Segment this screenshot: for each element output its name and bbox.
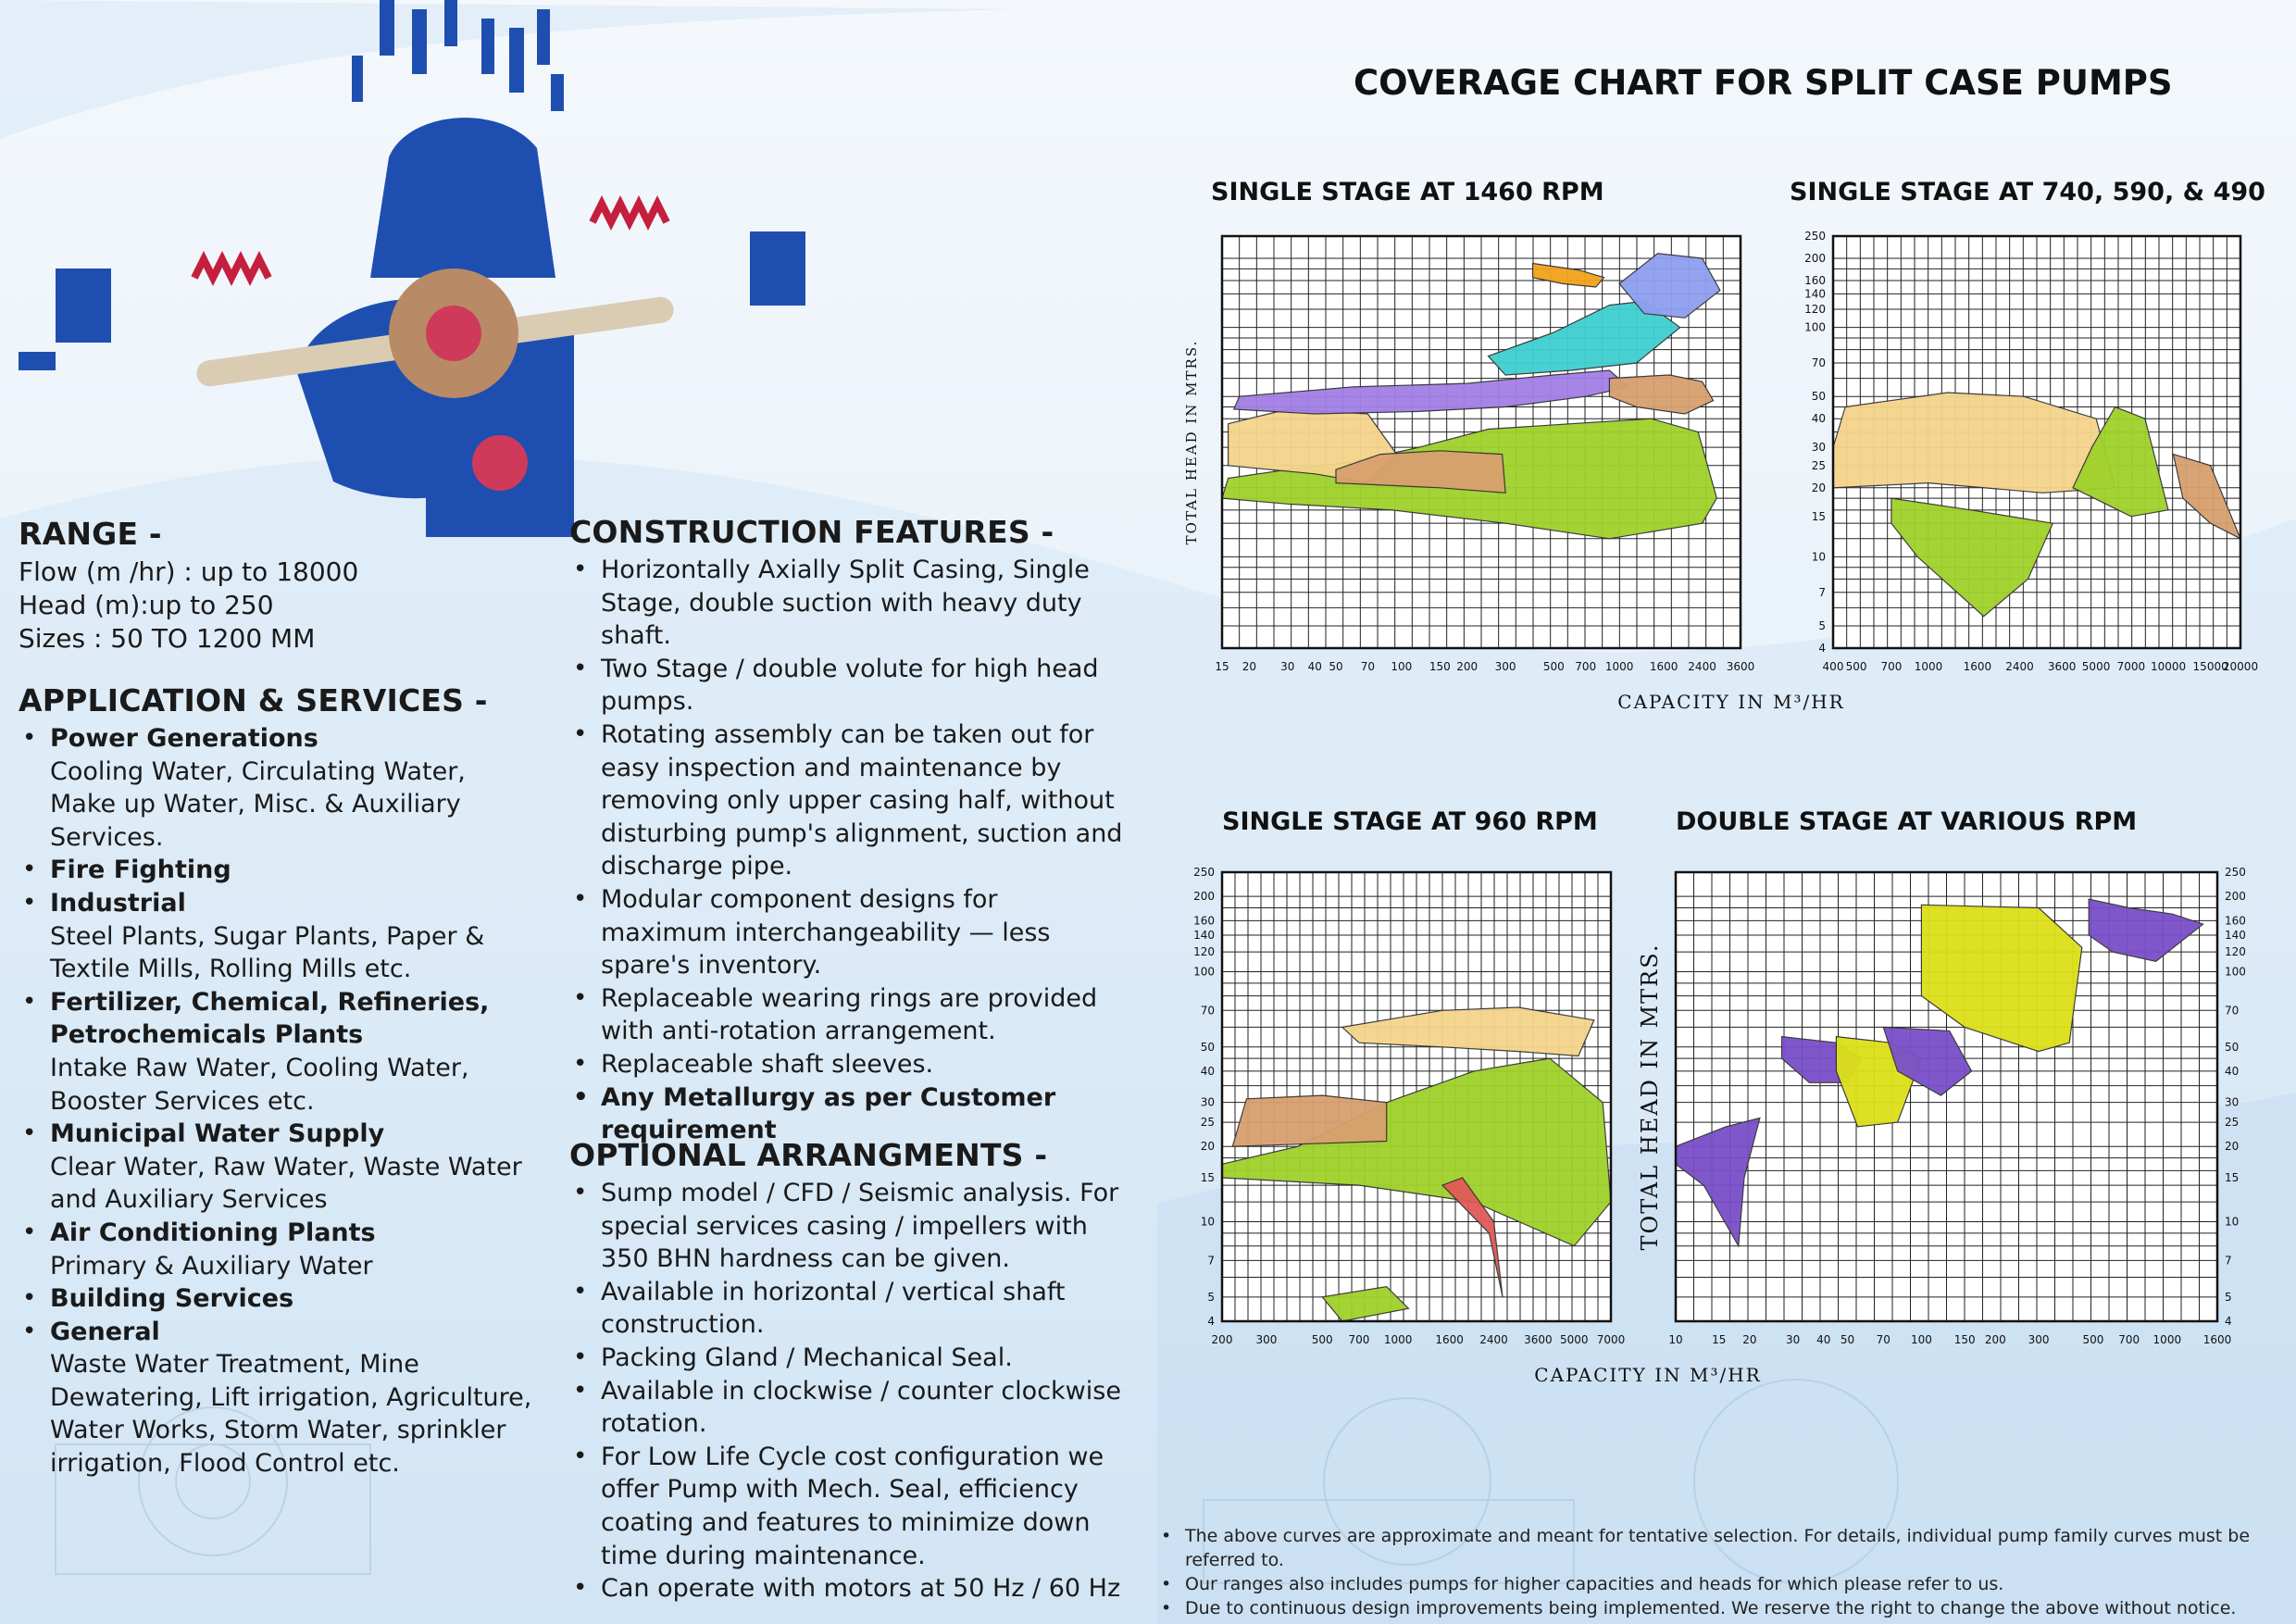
optional-section (569, 1137, 1125, 1605)
y-tick-label: 5 (2225, 1290, 2232, 1304)
x-tick-label: 3600 (1524, 1333, 1553, 1346)
x-tick-label: 2400 (1479, 1333, 1508, 1346)
x-tick-label: 300 (1255, 1333, 1278, 1346)
range-heading: RANGE - (19, 516, 162, 552)
y-tick-label: 20 (1811, 481, 1826, 494)
list-item: • Sump model / CFD / Seismic analysis. For special services casing / impellers with 350 BHN hardness can be given. (569, 1177, 1125, 1276)
y-tick-label: 100 (1193, 965, 1215, 979)
item-title: Fire Fighting (50, 856, 231, 885)
y-tick-label: 120 (1804, 302, 1826, 316)
coverage-chart-title: COVERAGE CHART FOR SPLIT CASE PUMPS (1354, 63, 2173, 103)
y-tick-label: 120 (2225, 945, 2246, 959)
y-tick-label: 70 (1811, 356, 1826, 369)
item-desc: Primary & Auxiliary Water (50, 1251, 373, 1280)
x-tick-label: 1000 (1914, 660, 1943, 673)
list-item (19, 1316, 537, 1480)
y-tick-label: 160 (1804, 274, 1826, 288)
y-tick-label: 70 (2225, 1004, 2240, 1018)
x-tick-label: 700 (1880, 660, 1903, 673)
chart-double-stage (1625, 863, 2273, 1381)
x-tick-label: 70 (1876, 1333, 1890, 1346)
list-item (19, 986, 537, 1118)
x-tick-label: 500 (1542, 660, 1565, 673)
y-tick-label: 10 (1200, 1215, 1215, 1229)
list-item: • Can operate with motors at 50 Hz / 60 Hz (569, 1572, 1125, 1605)
item-desc: Waste Water Treatment, Mine Dewatering, Lift irrigation, Agriculture, Water Works, Storm Water, sprinkler irrigation, Flood Control etc. (50, 1350, 532, 1479)
list-item (19, 1118, 537, 1217)
y-tick-label: 4 (1207, 1315, 1215, 1328)
y-tick-label: 140 (1804, 287, 1826, 301)
x-tick-label: 1600 (1435, 1333, 1464, 1346)
x-tick-label: 100 (1391, 660, 1413, 673)
chart-single-stage-740 (1787, 227, 2259, 745)
y-tick-label: 30 (1200, 1095, 1215, 1109)
x-tick-label: 3600 (2047, 660, 2077, 673)
construction-heading: CONSTRUCTION FEATURES - (569, 514, 1054, 550)
y-tick-label: 50 (2225, 1040, 2240, 1054)
chart-title: SINGLE STAGE AT 1460 RPM (1211, 178, 1604, 206)
x-tick-label: 500 (1845, 660, 1867, 673)
x-tick-label: 300 (2028, 1333, 2050, 1346)
x-tick-label: 1600 (2202, 1333, 2232, 1346)
y-tick-label: 160 (1193, 914, 1215, 928)
note: • Our ranges also includes pumps for higher capacities and heads for which please refer to us. (1157, 1572, 2287, 1596)
y-tick-label: 7 (2225, 1254, 2232, 1268)
x-tick-label: 70 (1360, 660, 1376, 673)
x-axis-label: CAPACITY IN M³/HR (1534, 1364, 1762, 1386)
item-title: Air Conditioning Plants (50, 1218, 376, 1247)
y-tick-label: 50 (1811, 390, 1826, 404)
coverage-region (1232, 1095, 1386, 1146)
x-tick-label: 500 (2082, 1333, 2104, 1346)
list-item: • Replaceable shaft sleeves. (569, 1048, 1125, 1081)
list-item: • Replaceable wearing rings are provided with anti-rotation arrangement. (569, 982, 1125, 1048)
y-tick-label: 250 (1193, 866, 1215, 879)
y-tick-label: 70 (1200, 1004, 1215, 1018)
x-tick-label: 30 (1785, 1333, 1801, 1346)
x-tick-label: 100 (1910, 1333, 1932, 1346)
x-tick-label: 5000 (2081, 660, 2111, 673)
chart-title: SINGLE STAGE AT 740, 590, & 490 (1790, 178, 2265, 206)
x-tick-label: 3600 (1726, 660, 1755, 673)
y-tick-label: 5 (1207, 1290, 1215, 1304)
optional-list (569, 1177, 1125, 1605)
list-item (19, 1282, 537, 1316)
applications-list (19, 722, 537, 1480)
y-tick-label: 140 (1193, 929, 1215, 943)
x-tick-label: 15 (1712, 1333, 1727, 1346)
y-tick-label: 100 (1804, 320, 1826, 334)
list-item: • Available in horizontal / vertical shaft construction. (569, 1276, 1125, 1342)
item-title: Power Generations (50, 724, 318, 753)
y-tick-label: 10 (2225, 1215, 2240, 1229)
y-tick-label: 10 (1811, 550, 1826, 564)
y-tick-label: 4 (2225, 1315, 2232, 1328)
x-tick-label: 15 (1215, 660, 1229, 673)
range-head: Head (m):up to 250 (19, 590, 274, 620)
y-tick-label: 250 (2225, 866, 2246, 879)
list-item: • Two Stage / double volute for high head pumps. (569, 653, 1125, 718)
y-axis-label: TOTAL HEAD IN MTRS. (1183, 339, 1200, 545)
x-tick-label: 15000 (2192, 660, 2228, 673)
y-tick-label: 25 (1811, 458, 1826, 472)
y-tick-label: 20 (1200, 1140, 1215, 1154)
x-tick-label: 1000 (2152, 1333, 2182, 1346)
y-tick-label: 250 (1804, 230, 1826, 243)
list-item: • Rotating assembly can be taken out for easy inspection and maintenance by removing only upper casing half, without disturbing pump's alignment, suction and discharge pipe. (569, 718, 1125, 883)
y-tick-label: 4 (1818, 642, 1826, 655)
x-tick-label: 500 (1311, 1333, 1333, 1346)
item-desc: Intake Raw Water, Cooling Water, Booster Services etc. (50, 1053, 469, 1116)
construction-list (569, 554, 1125, 1147)
y-tick-label: 160 (2225, 914, 2246, 928)
x-tick-label: 40 (1307, 660, 1322, 673)
x-tick-label: 40 (1816, 1333, 1831, 1346)
list-item: • Any Metallurgy as per Customer requirement (569, 1081, 1125, 1147)
x-tick-label: 150 (1953, 1333, 1976, 1346)
note: • The above curves are approximate and meant for tentative selection. For details, individual pump family curves must be referred to. (1157, 1524, 2287, 1572)
x-tick-label: 50 (1329, 660, 1343, 673)
y-tick-label: 100 (2225, 965, 2246, 979)
x-tick-label: 1000 (1383, 1333, 1413, 1346)
list-item (19, 854, 537, 887)
item-title: General (50, 1317, 160, 1346)
range-sizes: Sizes : 50 TO 1200 MM (19, 623, 316, 654)
y-tick-label: 7 (1207, 1254, 1215, 1268)
y-tick-label: 20 (2225, 1140, 2240, 1154)
y-axis-label: TOTAL HEAD IN MTRS. (1637, 943, 1663, 1251)
chart-title: SINGLE STAGE AT 960 RPM (1222, 807, 1598, 836)
chart-title: DOUBLE STAGE AT VARIOUS RPM (1676, 807, 2138, 836)
x-tick-label: 200 (1211, 1333, 1233, 1346)
x-tick-label: 700 (1348, 1333, 1370, 1346)
x-tick-label: 1600 (1963, 660, 1992, 673)
y-tick-label: 50 (1200, 1040, 1215, 1054)
list-item: • For Low Life Cycle cost configuration we offer Pump with Mech. Seal, efficiency coating and features to minimize down time during maintenance. (569, 1441, 1125, 1572)
item-desc: Steel Plants, Sugar Plants, Paper & Textile Mills, Rolling Mills etc. (50, 921, 485, 984)
y-tick-label: 25 (1200, 1116, 1215, 1130)
x-tick-label: 20 (1742, 1333, 1757, 1346)
list-item: • Modular component designs for maximum interchangeability — less spare's inventory. (569, 883, 1125, 982)
item-title: Municipal Water Supply (50, 1119, 385, 1149)
y-tick-label: 200 (1804, 252, 1826, 266)
x-tick-label: 50 (1840, 1333, 1855, 1346)
y-tick-label: 200 (1193, 890, 1215, 904)
y-tick-label: 40 (1200, 1064, 1215, 1078)
y-tick-label: 120 (1193, 945, 1215, 959)
x-tick-label: 150 (1429, 660, 1451, 673)
x-tick-label: 5000 (1559, 1333, 1589, 1346)
x-axis-label: CAPACITY IN M³/HR (1617, 691, 1845, 713)
x-tick-label: 200 (1456, 660, 1479, 673)
x-tick-label: 2400 (2005, 660, 2034, 673)
item-desc: Clear Water, Raw Water, Waste Water and Auxiliary Services (50, 1152, 522, 1215)
x-tick-label: 7000 (2116, 660, 2146, 673)
optional-heading: OPTIONAL ARRANGMENTS - (569, 1137, 1048, 1173)
y-tick-label: 140 (2225, 929, 2246, 943)
applications-heading: APPLICATION & SERVICES - (19, 682, 488, 718)
list-item (19, 722, 537, 854)
x-tick-label: 2400 (1688, 660, 1716, 673)
x-tick-label: 1000 (1604, 660, 1634, 673)
range-flow: Flow (m /hr) : up to 18000 (19, 556, 359, 587)
item-title: Industrial (50, 888, 186, 918)
x-tick-label: 400 (1822, 660, 1844, 673)
list-item: • Available in clockwise / counter clockwise rotation. (569, 1375, 1125, 1441)
x-tick-label: 1600 (1649, 660, 1678, 673)
y-tick-label: 15 (2225, 1170, 2240, 1184)
item-title: Fertilizer, Chemical, Refineries, Petrochemicals Plants (50, 987, 490, 1050)
x-tick-label: 300 (1494, 660, 1516, 673)
y-tick-label: 15 (1811, 509, 1826, 523)
y-tick-label: 30 (2225, 1095, 2240, 1109)
construction-section (569, 514, 1125, 1147)
list-item (19, 887, 537, 986)
y-tick-label: 25 (2225, 1116, 2240, 1130)
y-tick-label: 7 (1818, 585, 1826, 599)
y-tick-label: 30 (1811, 441, 1826, 455)
list-item: • Packing Gland / Mechanical Seal. (569, 1342, 1125, 1375)
y-tick-label: 40 (1811, 412, 1826, 426)
x-tick-label: 200 (1984, 1333, 2006, 1346)
x-tick-label: 10 (1668, 1333, 1683, 1346)
x-tick-label: 10000 (2150, 660, 2187, 673)
pump-exploded-illustration (19, 0, 833, 537)
applications-section (19, 682, 537, 1480)
note: • Due to continuous design improvements being implemented. We reserve the right to change the above without notice. (1157, 1596, 2287, 1620)
y-tick-label: 40 (2225, 1064, 2240, 1078)
range-section (19, 516, 537, 656)
x-tick-label: 700 (1575, 660, 1597, 673)
x-tick-label: 20 (1242, 660, 1257, 673)
x-tick-label: 7000 (1596, 1333, 1626, 1346)
x-tick-label: 30 (1280, 660, 1295, 673)
item-desc: Cooling Water, Circulating Water, Make up Water, Misc. & Auxiliary Services. (50, 756, 466, 852)
list-item (19, 1217, 537, 1282)
x-tick-label: 20000 (2222, 660, 2259, 673)
y-tick-label: 200 (2225, 890, 2246, 904)
y-tick-label: 5 (1818, 618, 1826, 632)
footnotes (1157, 1524, 2287, 1620)
x-tick-label: 700 (2118, 1333, 2140, 1346)
y-tick-label: 15 (1200, 1170, 1215, 1184)
list-item: • Horizontally Axially Split Casing, Single Stage, double suction with heavy duty shaft. (569, 554, 1125, 653)
item-title: Building Services (50, 1284, 294, 1314)
